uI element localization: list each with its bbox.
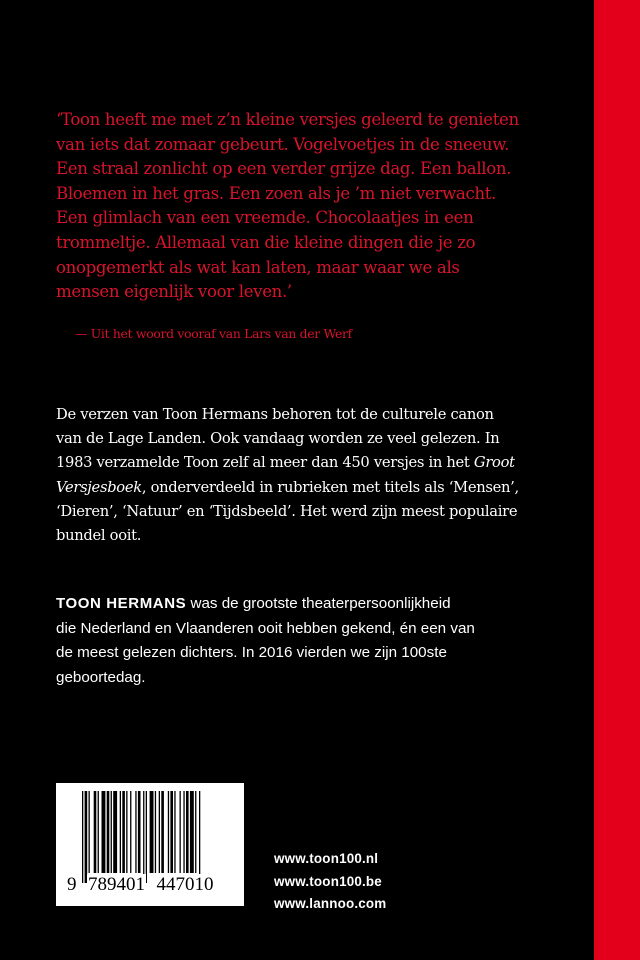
barcode-bar <box>168 791 169 873</box>
barcode-bar <box>150 791 154 873</box>
description-line <box>56 451 519 475</box>
barcode-bar <box>143 791 144 883</box>
red-spine-strip <box>594 0 640 960</box>
barcode-bar <box>135 791 136 873</box>
isbn-digits <box>66 874 215 896</box>
barcode-bar <box>130 791 131 873</box>
quote-line: mensen eigenlijk voor leven.’ <box>56 282 292 302</box>
barcode-bar <box>195 791 196 873</box>
barcode-bar <box>161 791 164 873</box>
barcode-bar <box>174 791 175 873</box>
quote-attribution: — Uit het woord vooraf van Lars van der Werf <box>75 326 352 341</box>
barcode-bar <box>89 791 90 873</box>
barcode-bar <box>146 791 147 883</box>
description-line: ‘Dieren’, ‘Natuur’ en ‘Tijdsbeeld’. Het werd zijn meest populaire <box>56 502 518 520</box>
author-bio <box>56 592 475 690</box>
author-name: TOON HERMANS <box>56 595 187 612</box>
barcode-bar <box>126 791 127 873</box>
quote-line: trommeltje. Allemaal van die kleine dingen die je zo <box>56 232 476 252</box>
barcode-bar <box>98 791 99 873</box>
bio-line: de meest gelezen dichters. In 2016 vierden we zijn 100ste <box>56 644 447 661</box>
barcode-bar <box>85 791 88 883</box>
barcode-bar <box>107 791 110 873</box>
isbn-digits-left: 789401 <box>88 874 145 895</box>
barcode-bar <box>94 791 97 873</box>
barcode-bar <box>120 791 121 873</box>
isbn-digit-prefix: 9 <box>67 874 77 895</box>
pull-quote <box>56 108 519 305</box>
barcode-bar <box>186 791 189 873</box>
barcode-bar <box>170 791 173 873</box>
quote-line: onopgemerkt als wat kan laten, maar waar we als <box>56 257 460 277</box>
quote-line: van iets dat zomaar gebeurt. Vogelvoetjes in de sneeuw. <box>56 134 510 154</box>
website-link[interactable]: www.toon100.be <box>274 873 382 889</box>
bio-line: geboortedag. <box>56 668 146 686</box>
website-list <box>274 848 386 916</box>
description-text: 1983 verzamelde Toon zelf al meer dan 450 versjes in het <box>56 454 474 472</box>
bio-line: die Nederland en Vlaanderen ooit hebben gekend, én een van <box>56 619 475 637</box>
barcode-bar <box>138 791 141 873</box>
barcode-bar <box>159 791 160 873</box>
quote-line: ‘Toon heeft me met z’n kleine versjes geleerd te genieten <box>56 110 519 129</box>
barcode-bar <box>180 791 181 873</box>
quote-line: Een straal zonlicht op een verder grijze dag. Een ballon. <box>56 159 512 179</box>
isbn-digits-right: 447010 <box>156 874 214 895</box>
description-line: van de Lage Landen. Ook vandaag worden ze veel gelezen. In <box>56 430 500 448</box>
description-line <box>56 476 519 500</box>
quote-line: Een glimlach van een vreemde. Chocolaatjes in een <box>56 208 474 228</box>
bio-text: was de grootste theaterpersoonlijkheid <box>186 595 451 612</box>
barcode-bar <box>113 791 117 873</box>
barcode-bar <box>155 791 156 873</box>
barcode-bar <box>199 791 200 883</box>
description-line: De verzen van Toon Hermans behoren tot de culturele canon <box>56 406 494 423</box>
website-link[interactable]: www.lannoo.com <box>274 896 387 911</box>
barcode-bar <box>102 791 106 873</box>
isbn-barcode <box>56 783 244 906</box>
barcode-bar <box>183 791 184 873</box>
book-title: Groot <box>473 454 515 472</box>
barcode-bar <box>82 791 83 883</box>
quote-line: Bloemen in het gras. Een zoen als je ’m niet verwacht. <box>56 183 496 203</box>
website-link[interactable]: www.toon100.nl <box>274 851 379 866</box>
description-text: , onderverdeeld in rubrieken met titels als ‘Mensen’, <box>141 478 519 496</box>
barcode-bars <box>82 791 237 883</box>
barcode-bar <box>111 791 112 873</box>
bio-line <box>56 592 475 617</box>
description-line: bundel ooit. <box>56 527 142 545</box>
barcode-bar <box>190 791 194 873</box>
barcode-bar <box>122 791 125 873</box>
description-paragraph <box>56 403 519 548</box>
book-title: Versjesboek <box>56 478 142 496</box>
